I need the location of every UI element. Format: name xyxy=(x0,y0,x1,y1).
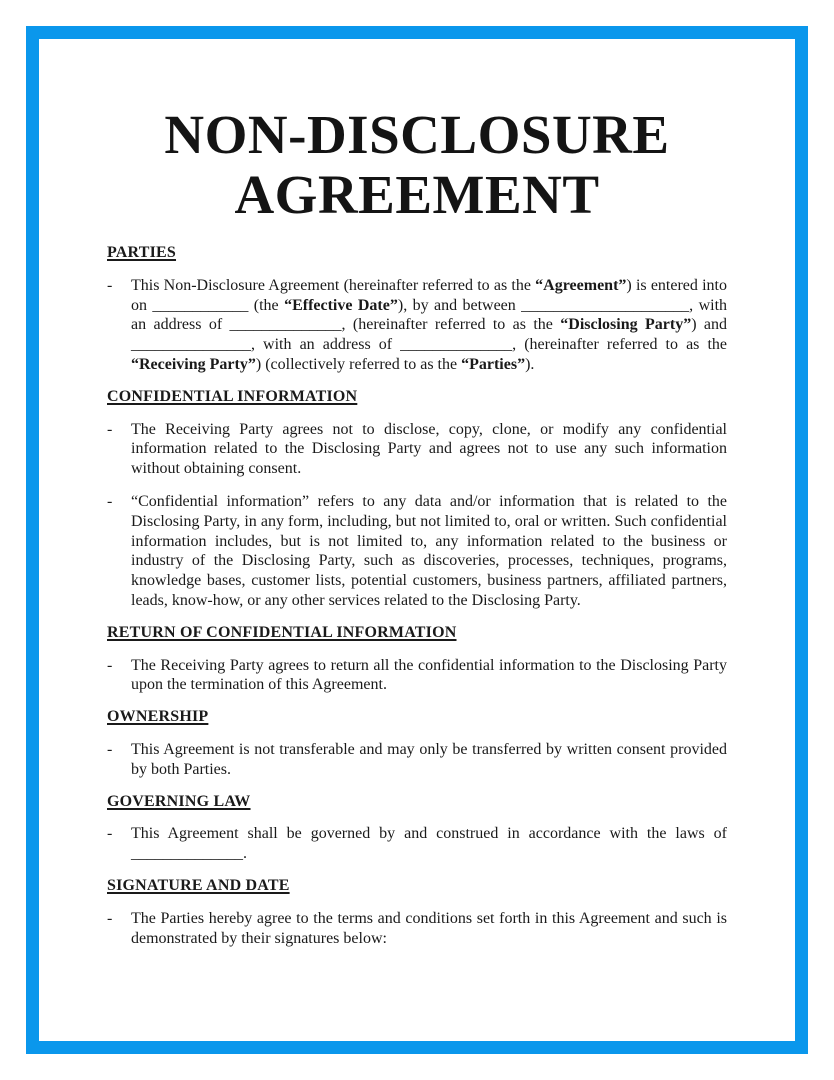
bullet-dash: - xyxy=(107,276,113,294)
paragraph-text: The Receiving Party agrees not to disclose, copy, clone, or modify any confidential information related to the Disclosing Party and agrees not to use any such information without obtaining consent. xyxy=(131,420,727,478)
document-section xyxy=(107,876,727,948)
bullet-dash: - xyxy=(107,656,113,674)
bullet-item xyxy=(107,824,727,864)
document-section xyxy=(107,387,727,611)
section-body xyxy=(107,656,727,696)
paragraph-text: This Non-Disclosure Agreement (hereinafter referred to as the “Agreement”) is entered into on ____________ (the “Effective Date”), by and between _____________________, with an address of ______________, (hereinafter referred to as the “Disclosing Party”) and _______________, with an address of ______________, (hereinafter referred to as the “Receiving Party”) (collectively referred to as the “Parties”). xyxy=(131,276,728,373)
section-heading: CONFIDENTIAL INFORMATION xyxy=(107,387,358,405)
section-body xyxy=(107,740,727,780)
section-heading: RETURN OF CONFIDENTIAL INFORMATION xyxy=(107,623,457,641)
document-body xyxy=(39,39,795,1041)
bullet-item xyxy=(107,909,727,949)
document-section xyxy=(107,623,727,695)
document-title xyxy=(107,105,727,225)
section-heading: SIGNATURE AND DATE xyxy=(107,876,290,894)
section-heading: PARTIES xyxy=(107,244,177,261)
bullet-item xyxy=(107,276,727,375)
section-heading: OWNERSHIP xyxy=(107,708,209,726)
section-body xyxy=(107,420,727,611)
paragraph-text: “Confidential information” refers to any data and/or information that is related to the Disclosing Party, in any form, including, but not limited to, oral or written. Such confidential information includes, but is not limited to, any information related to the business or industry of the Disclosing Party, such as discoveries, processes, techniques, programs, knowledge bases, customer lists, potential customers, business partners, affiliated partners, leads, know-how, or any other services related to the Disclosing Party. xyxy=(131,492,727,609)
section-body xyxy=(107,909,727,949)
bullet-item xyxy=(107,740,727,780)
document-section xyxy=(107,243,727,375)
bullet-dash: - xyxy=(107,492,113,510)
document-title-line1: NON-DISCLOSURE xyxy=(164,104,670,165)
section-body xyxy=(107,824,727,864)
bullet-dash: - xyxy=(107,740,113,758)
bullet-dash: - xyxy=(107,825,113,843)
bullet-item xyxy=(107,656,727,696)
bullet-item xyxy=(107,492,727,611)
document-title-line2: AGREEMENT xyxy=(234,164,600,225)
section-heading: GOVERNING LAW xyxy=(107,792,251,810)
paragraph-text: The Receiving Party agrees to return all the confidential information to the Disclosing Party upon the termination of this Agreement. xyxy=(131,656,727,694)
paragraph-text: This Agreement is not transferable and may only be transferred by written consent provided by both Parties. xyxy=(131,740,727,778)
document-section xyxy=(107,792,727,864)
bullet-item xyxy=(107,420,727,479)
bullet-dash: - xyxy=(107,909,113,927)
document-section xyxy=(107,707,727,779)
paragraph-text: This Agreement shall be governed by and construed in accordance with the laws of ______________. xyxy=(131,825,727,863)
paragraph-text: The Parties hereby agree to the terms and conditions set forth in this Agreement and such is demonstrated by their signatures below: xyxy=(131,909,727,947)
section-body xyxy=(107,276,727,375)
bullet-dash: - xyxy=(107,420,113,438)
sections-container xyxy=(107,243,727,948)
